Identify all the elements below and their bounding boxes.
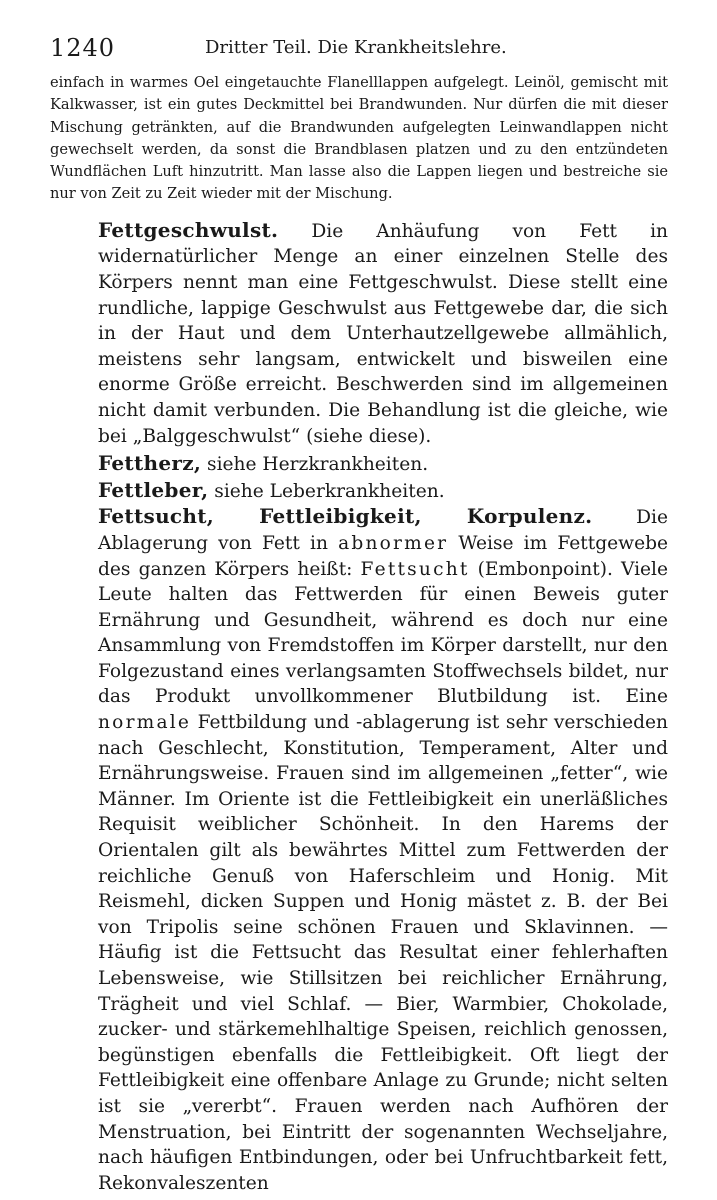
entry-fettleber	[50, 478, 668, 505]
headword-fettsucht: Fettsucht, Fettleibigkeit, Korpulenz.	[98, 504, 593, 529]
book-page	[50, 26, 668, 1196]
entry-text-fettherz: siehe Herzkrankheiten.	[201, 454, 429, 476]
entry-fettgeschwulst	[50, 218, 668, 449]
running-title: Dritter Teil. Die Krankheitslehre.	[205, 37, 507, 58]
entry-text-fettsucht-1: Die Ablagerung von Fett in	[98, 507, 668, 554]
spaced-term-fettsucht: Fettsucht	[360, 558, 470, 580]
page-number: 1240	[50, 34, 116, 62]
entry-text-fettsucht-4: Fettbildung und -ablagerung ist sehr verschieden nach Geschlecht, Konstitution, Temperament, Alter und Ernährungsweise. Frauen sind im allgemeinen „fetter“, wie Männer. Im Oriente ist die Fettleibigkeit ein unerläßliches Requisit weiblicher Schönheit. In den Harems der Orientalen gilt als bewährtes Mittel zum Fettwerden der reichliche Genuß von Haferschleim und Honig. Mit Reismehl, dicken Suppen und Honig mästet z. B. der Bei von Tripolis seine schönen Frauen und Sklavinnen. — Häufig ist die Fettsucht das Resultat einer fehlerhaften Lebensweise, wie Stillsitzen bei reichlicher Ernährung, Trägheit und viel Schlaf. — Bier, Warmbier, Chokolade, zucker- und stärkemehlhaltige Speisen, reichlich genossen, begünstigen ebenfalls die Fettleibigkeit. Oft liegt der Fettleibigkeit eine offenbare Anlage zu Grunde; nicht selten ist sie „vererbt“. Frauen werden nach Aufhören der Menstruation, bei Eintritt der sogenannten Wechseljahre, nach häufigen Entbindungen, oder bei Unfruchtbarkeit fett, Rekonvaleszenten	[98, 712, 668, 1194]
entry-text-fettsucht-2: Weise im Fettgewebe des ganzen Körpers heißt:	[98, 532, 668, 580]
entry-text-fettgeschwulst: Die Anhäufung von Fett in widernatürlicher Menge an einer einzelnen Stelle des Körpers nennt man eine Fettgeschwulst. Diese stellt eine rundliche, lappige Geschwulst aus Fettgewebe dar, die sich in der Haut und dem Unterhautzellgewebe allmählich, meistens sehr langsam, entwickelt und bisweilen eine enorme Größe erreicht. Beschwerden sind im allgemeinen nicht damit verbunden. Die Behandlung ist die gleiche, wie bei „Balggeschwulst“ (siehe diese).	[98, 220, 668, 447]
entry-fettherz	[50, 451, 668, 478]
running-head	[50, 26, 668, 66]
spaced-term-normale: normale	[98, 712, 192, 734]
headword-fettherz: Fettherz,	[98, 451, 202, 476]
headword-fettgeschwulst: Fettgeschwulst.	[98, 217, 279, 242]
continued-paragraph: einfach in warmes Oel eingetauchte Flanelllappen aufgelegt. Leinöl, gemischt mit Kalkwasser, ist ein gutes Deckmittel bei Brandwunden. Nur dürfen die mit dieser Mischung getränkten, auf die Brandwunden aufgelegten Leinwandlappen nicht gewechselt werden, da sonst die Brandblasen platzen und zu den entzündeten Wundflächen Luft hinzutritt. Man lasse also die Lappen liegen und bestreiche sie nur von Zeit zu Zeit wieder mit der Mischung.	[50, 74, 668, 203]
entry-text-fettsucht-3: (Embonpoint). Viele Leute halten das Fettwerden für einen Beweis guter Ernährung und Gesundheit, während es doch nur eine Ansammlung von Fremdstoffen im Körper darstellt, nur den Folgezustand eines verlangsamten Stoffwechsels bildet, nur das Produkt unvollkommener Blutbildung ist. Eine	[98, 558, 668, 708]
entry-text-fettleber: siehe Leberkrankheiten.	[208, 480, 445, 502]
entry-fettsucht	[50, 504, 668, 1196]
spaced-term-abnormer: abnormer	[338, 532, 449, 554]
headword-fettleber: Fettleber,	[98, 477, 209, 502]
